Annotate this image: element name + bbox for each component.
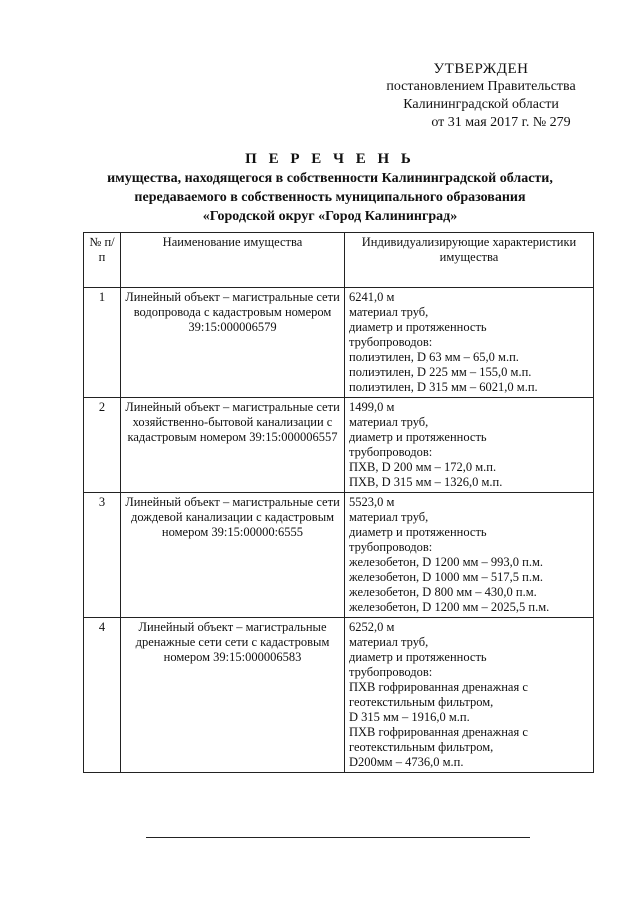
characteristic-line: трубопроводов: <box>349 445 433 459</box>
characteristic-line: ПХВ, D 315 мм – 1326,0 м.п. <box>349 475 503 489</box>
title-word: П Е Р Е Ч Е Н Ь <box>245 151 415 167</box>
characteristic-line: 6252,0 м <box>349 620 395 634</box>
bottom-divider <box>146 837 530 838</box>
header-characteristics: Индивидуализирующие характеристики имущества <box>345 233 594 288</box>
table-row <box>84 618 594 773</box>
row-number: 3 <box>84 493 121 618</box>
characteristic-line: ПХВ, D 200 мм – 172,0 м.п. <box>349 460 497 474</box>
row-number: 2 <box>84 398 121 493</box>
characteristic-line: D200мм – 4736,0 м.п. <box>349 755 464 769</box>
characteristic-line: диаметр и протяженность <box>349 650 487 664</box>
approval-line-2: Калининградской области <box>403 97 559 112</box>
property-characteristics <box>345 398 594 493</box>
characteristic-line: трубопроводов: <box>349 335 433 349</box>
characteristic-line: ПХВ гофрированная дренажная с геотекстильным фильтром, <box>349 725 528 754</box>
characteristic-line: D 315 мм – 1916,0 м.п. <box>349 710 470 724</box>
approval-heading: УТВЕРЖДЕН <box>433 61 529 77</box>
approval-line-1: постановлением Правительства <box>386 79 576 94</box>
property-name: Линейный объект – магистральные сети водопровода с кадастровым номером 39:15:000006579 <box>121 288 345 398</box>
characteristic-line: полиэтилен, D 315 мм – 6021,0 м.п. <box>349 380 538 394</box>
table-header-row <box>84 233 594 288</box>
document-title <box>60 150 600 226</box>
characteristic-line: полиэтилен, D 225 мм – 155,0 м.п. <box>349 365 532 379</box>
characteristic-line: ПХВ гофрированная дренажная с геотекстильным фильтром, <box>349 680 528 709</box>
property-name: Линейный объект – магистральные дренажные сети сети с кадастровым номером 39:15:000006583 <box>121 618 345 773</box>
characteristic-line: диаметр и протяженность <box>349 430 487 444</box>
approval-date: от 31 мая 2017 г. № 279 <box>431 115 571 130</box>
characteristic-line: 1499,0 м <box>349 400 395 414</box>
characteristic-line: материал труб, <box>349 635 429 649</box>
property-characteristics <box>345 618 594 773</box>
characteristic-line: железобетон, D 1200 мм – 993,0 п.м. <box>349 555 544 569</box>
header-name: Наименование имущества <box>121 233 345 288</box>
characteristic-line: полиэтилен, D 63 мм – 65,0 м.п. <box>349 350 519 364</box>
property-name: Линейный объект – магистральные сети хозяйственно-бытовой канализации с кадастровым номером 39:15:000006557 <box>121 398 345 493</box>
characteristic-line: материал труб, <box>349 305 429 319</box>
characteristic-line: трубопроводов: <box>349 665 433 679</box>
row-number: 1 <box>84 288 121 398</box>
characteristic-line: железобетон, D 1200 мм – 2025,5 п.м. <box>349 600 550 614</box>
characteristic-line: трубопроводов: <box>349 540 433 554</box>
characteristic-line: железобетон, D 1000 мм – 517,5 п.м. <box>349 570 544 584</box>
table-row <box>84 288 594 398</box>
title-line-1: имущества, находящегося в собственности Калининградской области, <box>107 171 553 186</box>
table-row <box>84 398 594 493</box>
property-name: Линейный объект – магистральные сети дождевой канализации с кадастровым номером 39:15:00000:6555 <box>121 493 345 618</box>
title-line-3: «Городской округ «Город Калининград» <box>202 209 458 224</box>
characteristic-line: 6241,0 м <box>349 290 395 304</box>
title-line-2: передаваемого в собственность муниципального образования <box>134 190 526 205</box>
characteristic-line: материал труб, <box>349 510 429 524</box>
header-number: № п/п <box>84 233 121 288</box>
characteristic-line: железобетон, D 800 мм – 430,0 п.м. <box>349 585 537 599</box>
property-characteristics <box>345 288 594 398</box>
characteristic-line: диаметр и протяженность <box>349 320 487 334</box>
characteristic-line: 5523,0 м <box>349 495 395 509</box>
approval-block <box>356 60 606 132</box>
property-table <box>83 232 594 773</box>
row-number: 4 <box>84 618 121 773</box>
characteristic-line: диаметр и протяженность <box>349 525 487 539</box>
characteristic-line: материал труб, <box>349 415 429 429</box>
table-row <box>84 493 594 618</box>
property-characteristics <box>345 493 594 618</box>
